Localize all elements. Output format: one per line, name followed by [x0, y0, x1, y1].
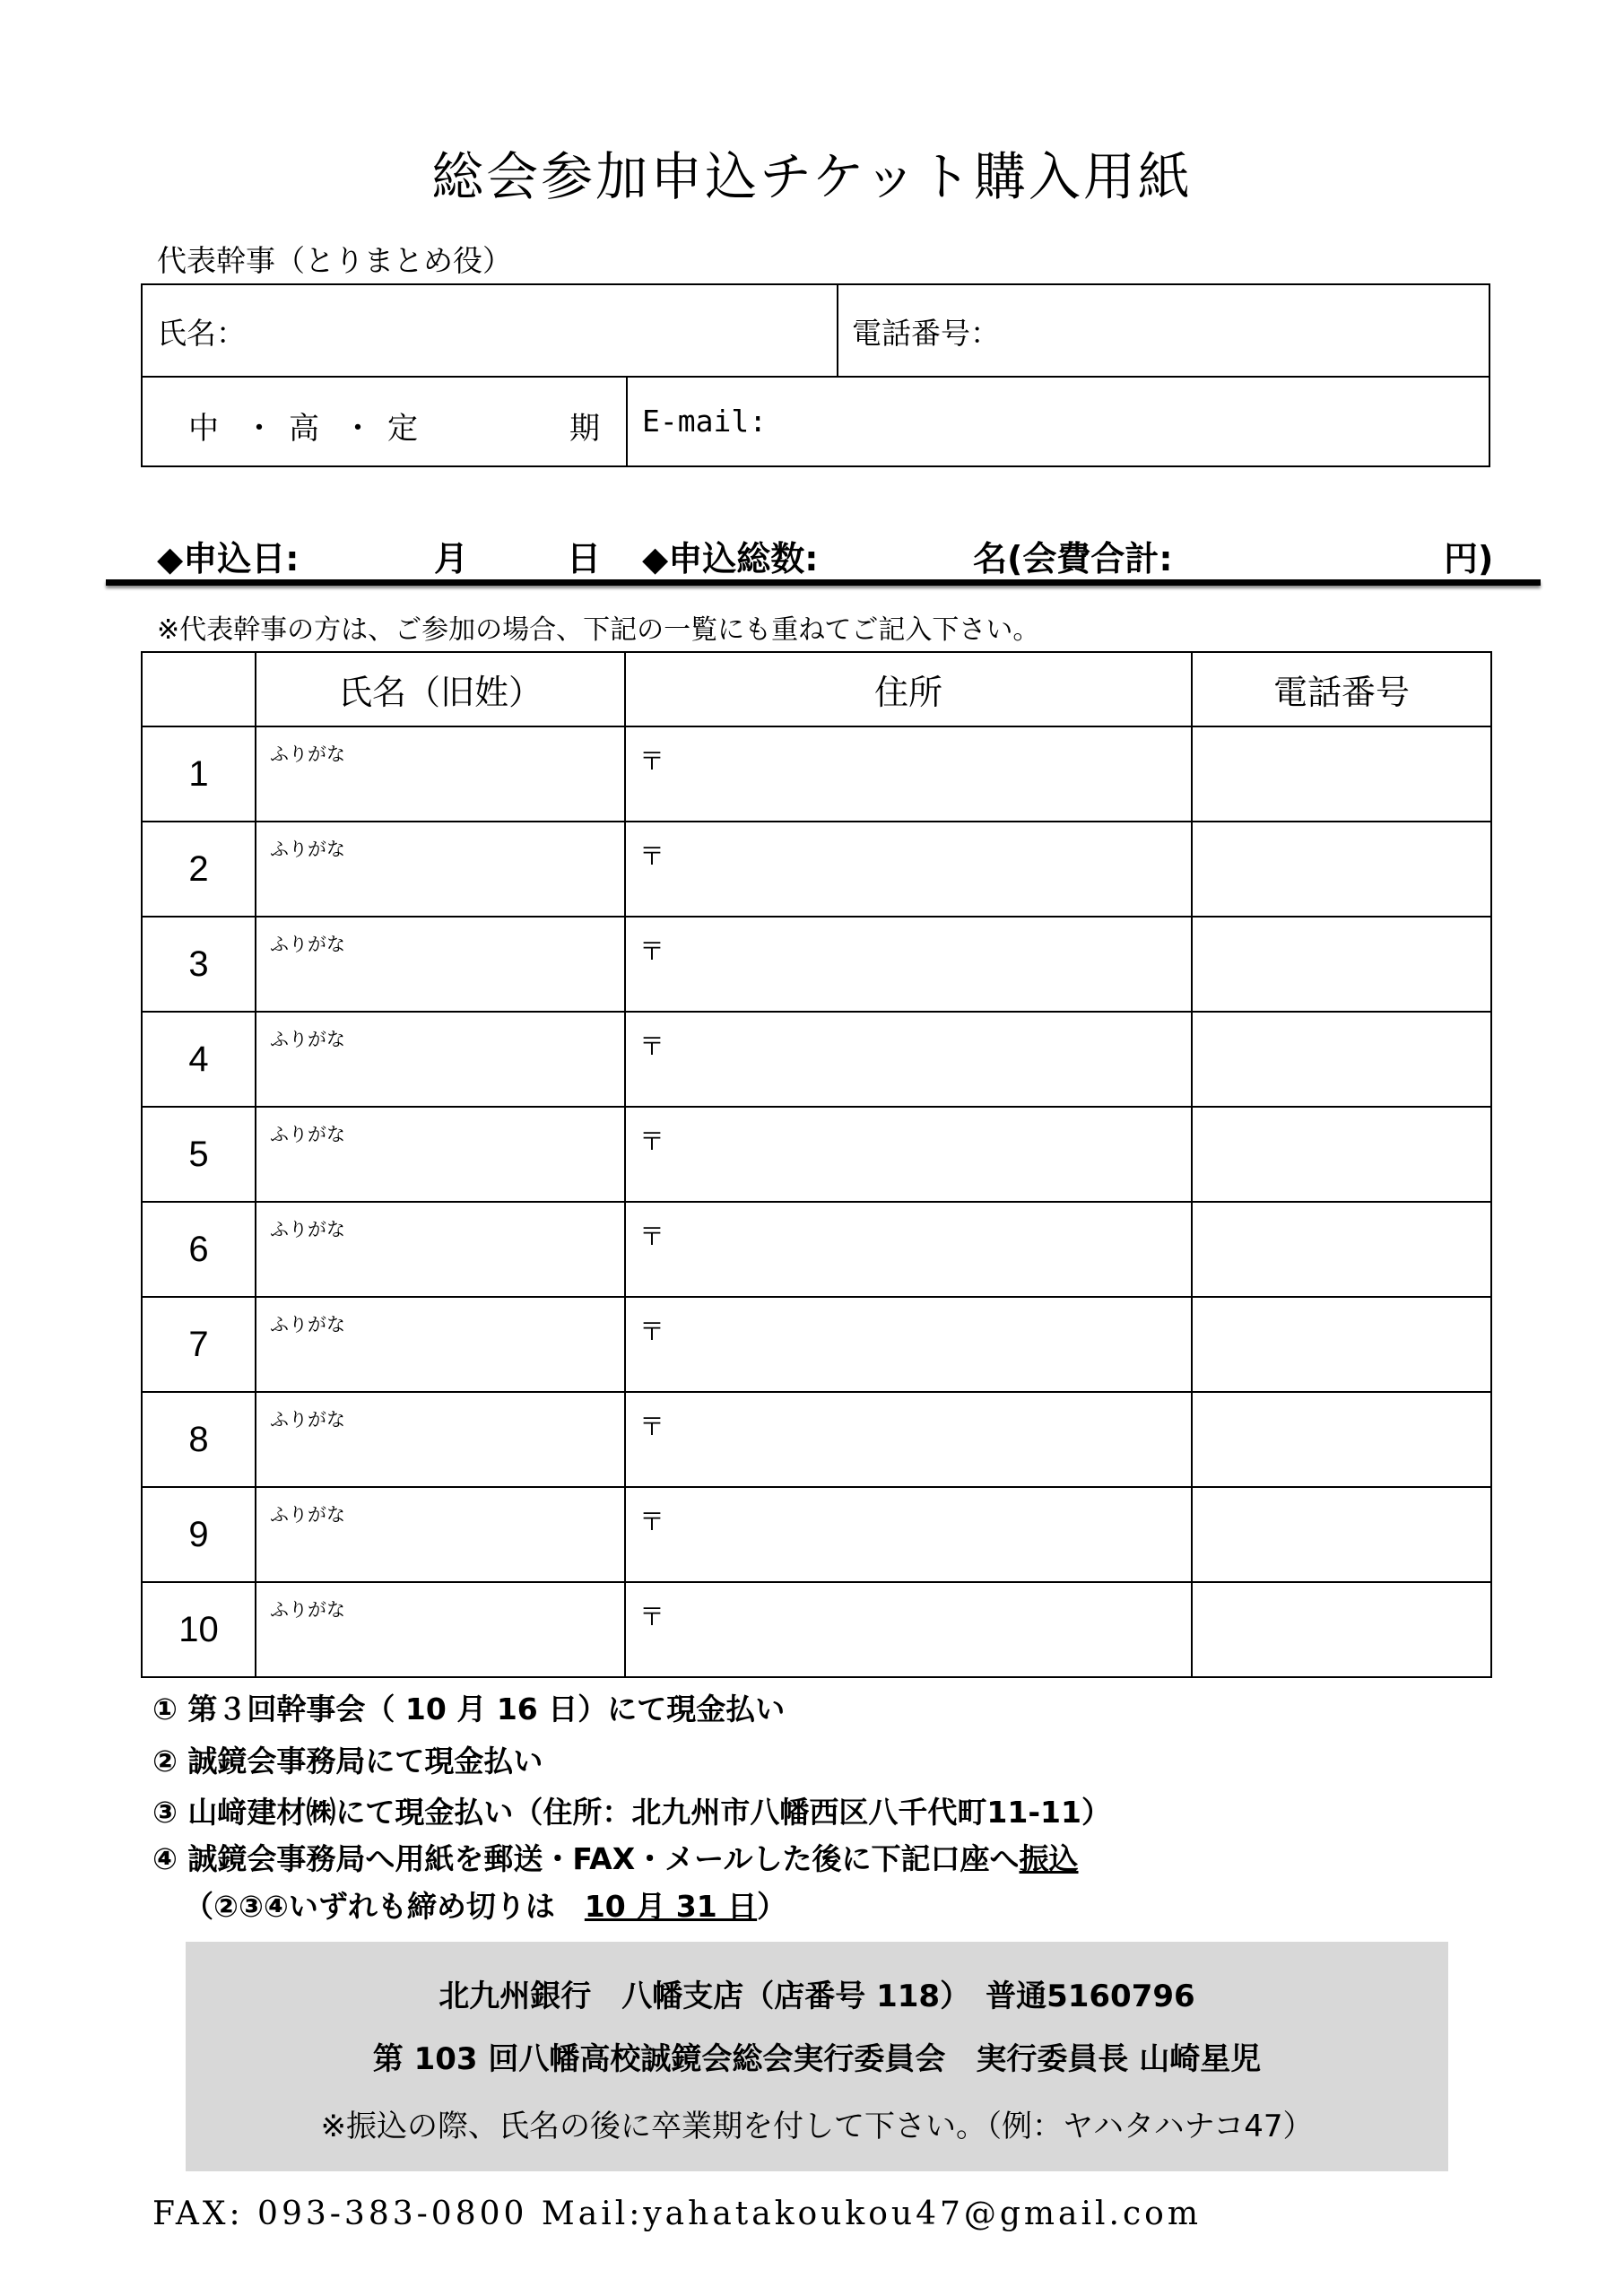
- bank-account-holder: 第 103 回八幡高校誠鏡会総会実行委員会 実行委員長 山崎星児: [372, 2041, 1262, 2077]
- name-cell[interactable]: [256, 1107, 625, 1202]
- deadline-text: （②③④いずれも締め切りは: [184, 1889, 585, 1924]
- payment-option-3: ③ 山﨑建材㈱にて現金払い（住所：北九州市八幡西区八千代町11-11）: [152, 1795, 1111, 1830]
- address-cell[interactable]: [625, 1487, 1192, 1582]
- postal-mark: 〒: [639, 1222, 665, 1251]
- table-row: [142, 1487, 1491, 1582]
- phone-cell[interactable]: [1192, 1487, 1491, 1582]
- deadline-note: [184, 1883, 786, 1926]
- row-number: 2: [142, 822, 256, 917]
- grade-tei: 定: [387, 411, 418, 447]
- postal-mark: 〒: [639, 1031, 665, 1061]
- apply-total-label: ◆申込総数:: [642, 539, 819, 578]
- name-cell[interactable]: [256, 726, 625, 822]
- address-cell[interactable]: [625, 1582, 1192, 1677]
- table-row: [142, 1297, 1491, 1392]
- row-number: 10: [142, 1582, 256, 1677]
- table-header: [142, 652, 1491, 726]
- phone-cell[interactable]: [1192, 1297, 1491, 1392]
- name-cell[interactable]: [256, 1012, 625, 1107]
- transfer-underlined: 振込: [1019, 1841, 1079, 1876]
- grade-ki: 期: [569, 411, 600, 447]
- grade-ko: 高: [289, 411, 319, 447]
- grade-dot: ・: [244, 411, 274, 447]
- postal-mark: 〒: [639, 1507, 665, 1536]
- row-number: 7: [142, 1297, 256, 1392]
- row-number: 3: [142, 917, 256, 1012]
- table-row: [142, 726, 1491, 822]
- payment-option-1: ① 第３回幹事会（ 10 月 16 日）にて現金払い: [152, 1692, 786, 1726]
- rep-email-label: E-mail:: [642, 404, 768, 439]
- apply-yen: 円): [1444, 539, 1494, 578]
- divider: [141, 376, 1490, 378]
- furigana-label: ふりがな: [270, 1409, 345, 1431]
- grade-chu: 中: [188, 411, 219, 447]
- address-cell[interactable]: [625, 917, 1192, 1012]
- phone-cell[interactable]: [1192, 1582, 1491, 1677]
- header-number: [142, 652, 256, 726]
- address-cell[interactable]: [625, 726, 1192, 822]
- bank-account: 北九州銀行 八幡支店（店番号 118） 普通5160796: [439, 1979, 1195, 2014]
- table-row: [142, 822, 1491, 917]
- address-cell[interactable]: [625, 1297, 1192, 1392]
- row-number: 6: [142, 1202, 256, 1297]
- name-cell[interactable]: [256, 917, 625, 1012]
- phone-cell[interactable]: [1192, 1202, 1491, 1297]
- divider: [626, 377, 628, 467]
- apply-date-label: ◆申込日:: [157, 539, 300, 578]
- row-number: 5: [142, 1107, 256, 1202]
- table-row: [142, 917, 1491, 1012]
- furigana-label: ふりがな: [270, 744, 345, 765]
- row-number: 8: [142, 1392, 256, 1487]
- postal-mark: 〒: [639, 1412, 665, 1441]
- contact-footer: FAX: 093-383-0800 Mail:yahatakoukou47@gmail.com: [152, 2196, 1202, 2232]
- row-number: 1: [142, 726, 256, 822]
- name-cell[interactable]: [256, 822, 625, 917]
- apply-count-unit: 名(会費合計:: [973, 539, 1173, 578]
- header-name: 氏名（旧姓）: [256, 652, 625, 726]
- phone-cell[interactable]: [1192, 822, 1491, 917]
- bank-note: ※振込の際、氏名の後に卒業期を付して下さい。（例：ヤハタハナコ47）: [320, 2109, 1314, 2144]
- address-cell[interactable]: [625, 1202, 1192, 1297]
- payment-option-2: ② 誠鏡会事務局にて現金払い: [152, 1744, 543, 1779]
- row-number: 9: [142, 1487, 256, 1582]
- furigana-label: ふりがな: [270, 1124, 345, 1145]
- postal-mark: 〒: [639, 841, 665, 871]
- address-cell[interactable]: [625, 822, 1192, 917]
- participant-table: [141, 651, 1492, 1678]
- rep-phone-label: 電話番号：: [852, 316, 1000, 351]
- postal-mark: 〒: [639, 1126, 665, 1156]
- postal-mark: 〒: [639, 746, 665, 776]
- header-address: 住所: [625, 652, 1192, 726]
- instruction-note: ※代表幹事の方は、ご参加の場合、下記の一覧にも重ねてご記入下さい。: [157, 614, 1040, 646]
- table-row: [142, 1582, 1491, 1677]
- name-cell[interactable]: [256, 1487, 625, 1582]
- apply-month: 月: [434, 539, 469, 578]
- address-cell[interactable]: [625, 1012, 1192, 1107]
- postal-mark: 〒: [639, 936, 665, 966]
- phone-cell[interactable]: [1192, 917, 1491, 1012]
- payment-option-4-text: ④ 誠鏡会事務局へ用紙を郵送・FAX・メールした後に下記口座へ: [152, 1841, 1020, 1876]
- postal-mark: 〒: [639, 1602, 665, 1631]
- name-cell[interactable]: [256, 1392, 625, 1487]
- phone-cell[interactable]: [1192, 1012, 1491, 1107]
- representative-caption: 代表幹事（とりまとめ役）: [157, 243, 512, 278]
- section-divider: [106, 579, 1541, 586]
- address-cell[interactable]: [625, 1392, 1192, 1487]
- table-row: [142, 1202, 1491, 1297]
- address-cell[interactable]: [625, 1107, 1192, 1202]
- name-cell[interactable]: [256, 1582, 625, 1677]
- phone-cell[interactable]: [1192, 1392, 1491, 1487]
- grade-dot: ・: [343, 411, 373, 447]
- furigana-label: ふりがな: [270, 1029, 345, 1050]
- page-title: 総会参加申込チケット購入用紙: [431, 146, 1193, 207]
- table-row: [142, 1107, 1491, 1202]
- phone-cell[interactable]: [1192, 1107, 1491, 1202]
- postal-mark: 〒: [639, 1317, 665, 1346]
- rep-name-label: 氏名：: [157, 316, 246, 351]
- furigana-label: ふりがな: [270, 1504, 345, 1526]
- deadline-date: 10 月 31 日: [584, 1889, 758, 1924]
- furigana-label: ふりがな: [270, 1599, 345, 1621]
- name-cell[interactable]: [256, 1202, 625, 1297]
- header-phone: 電話番号: [1192, 652, 1491, 726]
- phone-cell[interactable]: [1192, 726, 1491, 822]
- payment-option-4: [152, 1836, 1079, 1878]
- divider: [837, 283, 838, 377]
- furigana-label: ふりがな: [270, 934, 345, 955]
- name-cell[interactable]: [256, 1297, 625, 1392]
- table-row: [142, 1392, 1491, 1487]
- deadline-close: ）: [757, 1889, 787, 1924]
- furigana-label: ふりがな: [270, 839, 345, 860]
- furigana-label: ふりがな: [270, 1314, 345, 1335]
- furigana-label: ふりがな: [270, 1219, 345, 1240]
- apply-day: 日: [567, 539, 602, 578]
- table-row: [142, 1012, 1491, 1107]
- row-number: 4: [142, 1012, 256, 1107]
